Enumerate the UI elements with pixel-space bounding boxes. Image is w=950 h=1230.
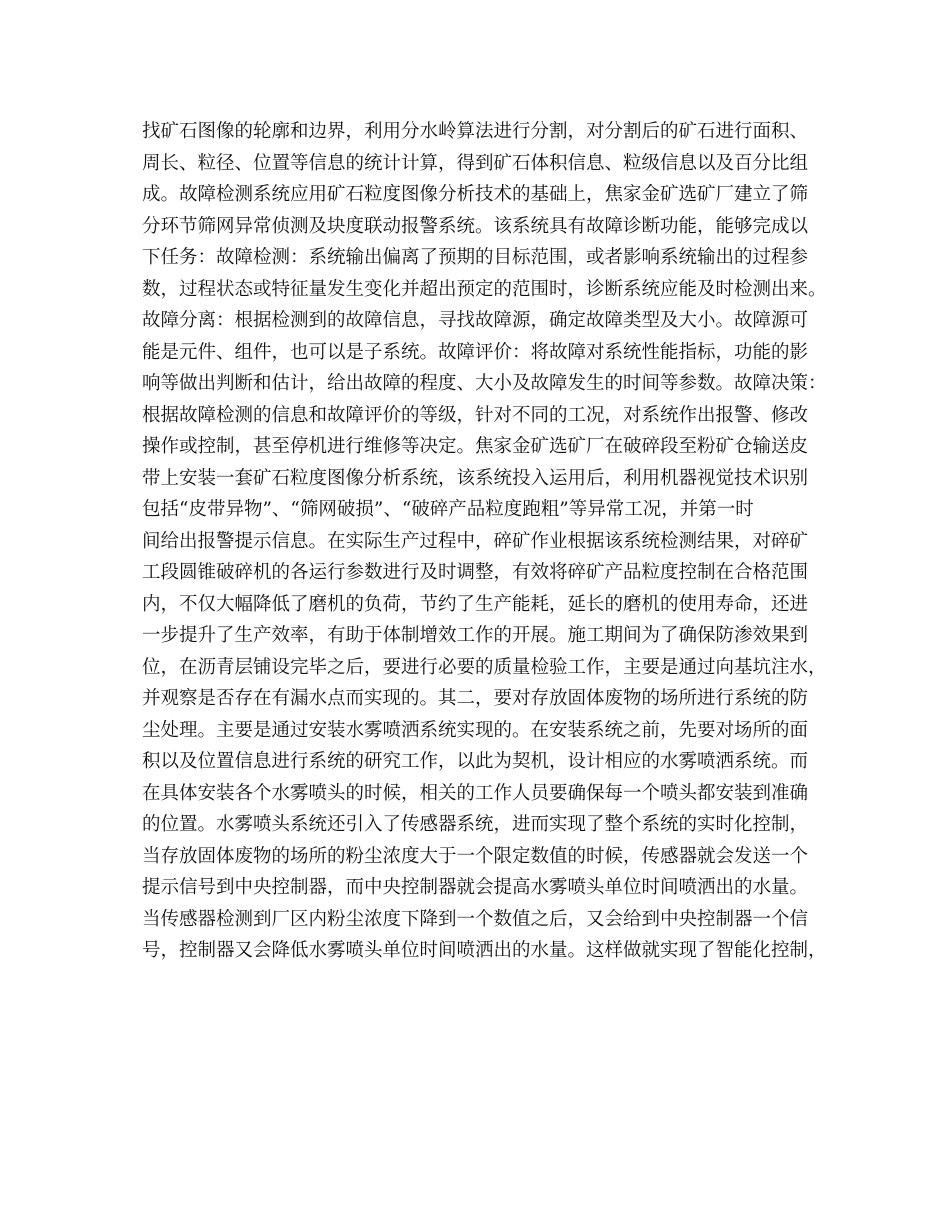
text-line: 包括“皮带异物”、“筛网破损”、“破碎产品粒度跑粗”等异常工况，并第一时: [142, 499, 754, 520]
text-line: 带上安装一套矿石粒度图像分析系统，该系统投入运用后，利用机器视觉技术识别: [142, 467, 809, 489]
text-line: 下任务：故障检测：系统输出偏离了预期的目标范围，或者影响系统输出的过程参: [142, 247, 809, 268]
text-line: 号，控制器又会降低水雾喷头单位时间喷洒出的水量。这样做就实现了智能化控制，: [142, 940, 827, 961]
text-line: 分环节筛网异常侦测及块度联动报警系统。该系统具有故障诊断功能，能够完成以: [142, 215, 809, 237]
text-line: 工段圆锥破碎机的各运行参数进行及时调整，有效将碎矿产品粒度控制在合格范围: [142, 562, 809, 583]
text-line: 数，过程状态或特征量发生变化并超出预定的范围时，诊断系统应能及时检测出来。: [142, 278, 827, 300]
text-line: 的位置。水雾喷头系统还引入了传感器系统，进而实现了整个系统的实时化控制，: [142, 814, 809, 835]
text-line: 在具体安装各个水雾喷头的时候，相关的工作人员要确保每一个喷头都安装到准确: [142, 782, 809, 804]
body-paragraph: [142, 116, 832, 967]
text-line: 一步提升了生产效率，有助于体制增效工作的开展。施工期间为了确保防渗效果到: [142, 625, 809, 646]
text-line: 操作或控制，甚至停机进行维修等决定。焦家金矿选矿厂在破碎段至粉矿仓输送皮: [142, 436, 809, 457]
text-line: 间给出报警提示信息。在实际生产过程中，碎矿作业根据该系统检测结果，对碎矿: [142, 530, 809, 552]
text-line: 位，在沥青层铺设完毕之后，要进行必要的质量检验工作，主要是通过向基坑注水，: [142, 656, 827, 678]
text-line: 故障分离：根据检测到的故障信息，寻找故障源，确定故障类型及大小。故障源可: [142, 310, 809, 331]
text-line: 积以及位置信息进行系统的研究工作，以此为契机，设计相应的水雾喷洒系统。而: [142, 751, 809, 772]
text-line: 成。故障检测系统应用矿石粒度图像分析技术的基础上，焦家金矿选矿厂建立了筛: [142, 184, 809, 205]
text-line: 尘处理。主要是通过安装水雾喷洒系统实现的。在安装系统之前，先要对场所的面: [142, 719, 809, 741]
text-line: 内，不仅大幅降低了磨机的负荷，节约了生产能耗，延长的磨机的使用寿命，还进: [142, 593, 809, 615]
text-line: 并观察是否存在有漏水点而实现的。其二，要对存放固体废物的场所进行系统的防: [142, 688, 809, 709]
text-line: 根据故障检测的信息和故障评价的等级，针对不同的工况，对系统作出报警、修改: [142, 404, 809, 426]
text-line: 能是元件、组件，也可以是子系统。故障评价：将故障对系统性能指标，功能的影: [142, 341, 809, 363]
text-line: 响等做出判断和估计，给出故障的程度、大小及故障发生的时间等参数。故障决策：: [142, 373, 827, 394]
text-line: 当存放固体废物的场所的粉尘浓度大于一个限定数值的时候，传感器就会发送一个: [142, 845, 809, 867]
text-line: 提示信号到中央控制器，而中央控制器就会提高水雾喷头单位时间喷洒出的水量。: [142, 877, 809, 898]
text-line: 当传感器检测到厂区内粉尘浓度下降到一个数值之后，又会给到中央控制器一个信: [142, 908, 809, 930]
text-line: 找矿石图像的轮廓和边界，利用分水岭算法进行分割，对分割后的矿石进行面积、: [142, 121, 809, 142]
text-line: 周长、粒径、位置等信息的统计计算，得到矿石体积信息、粒级信息以及百分比组: [142, 152, 809, 174]
